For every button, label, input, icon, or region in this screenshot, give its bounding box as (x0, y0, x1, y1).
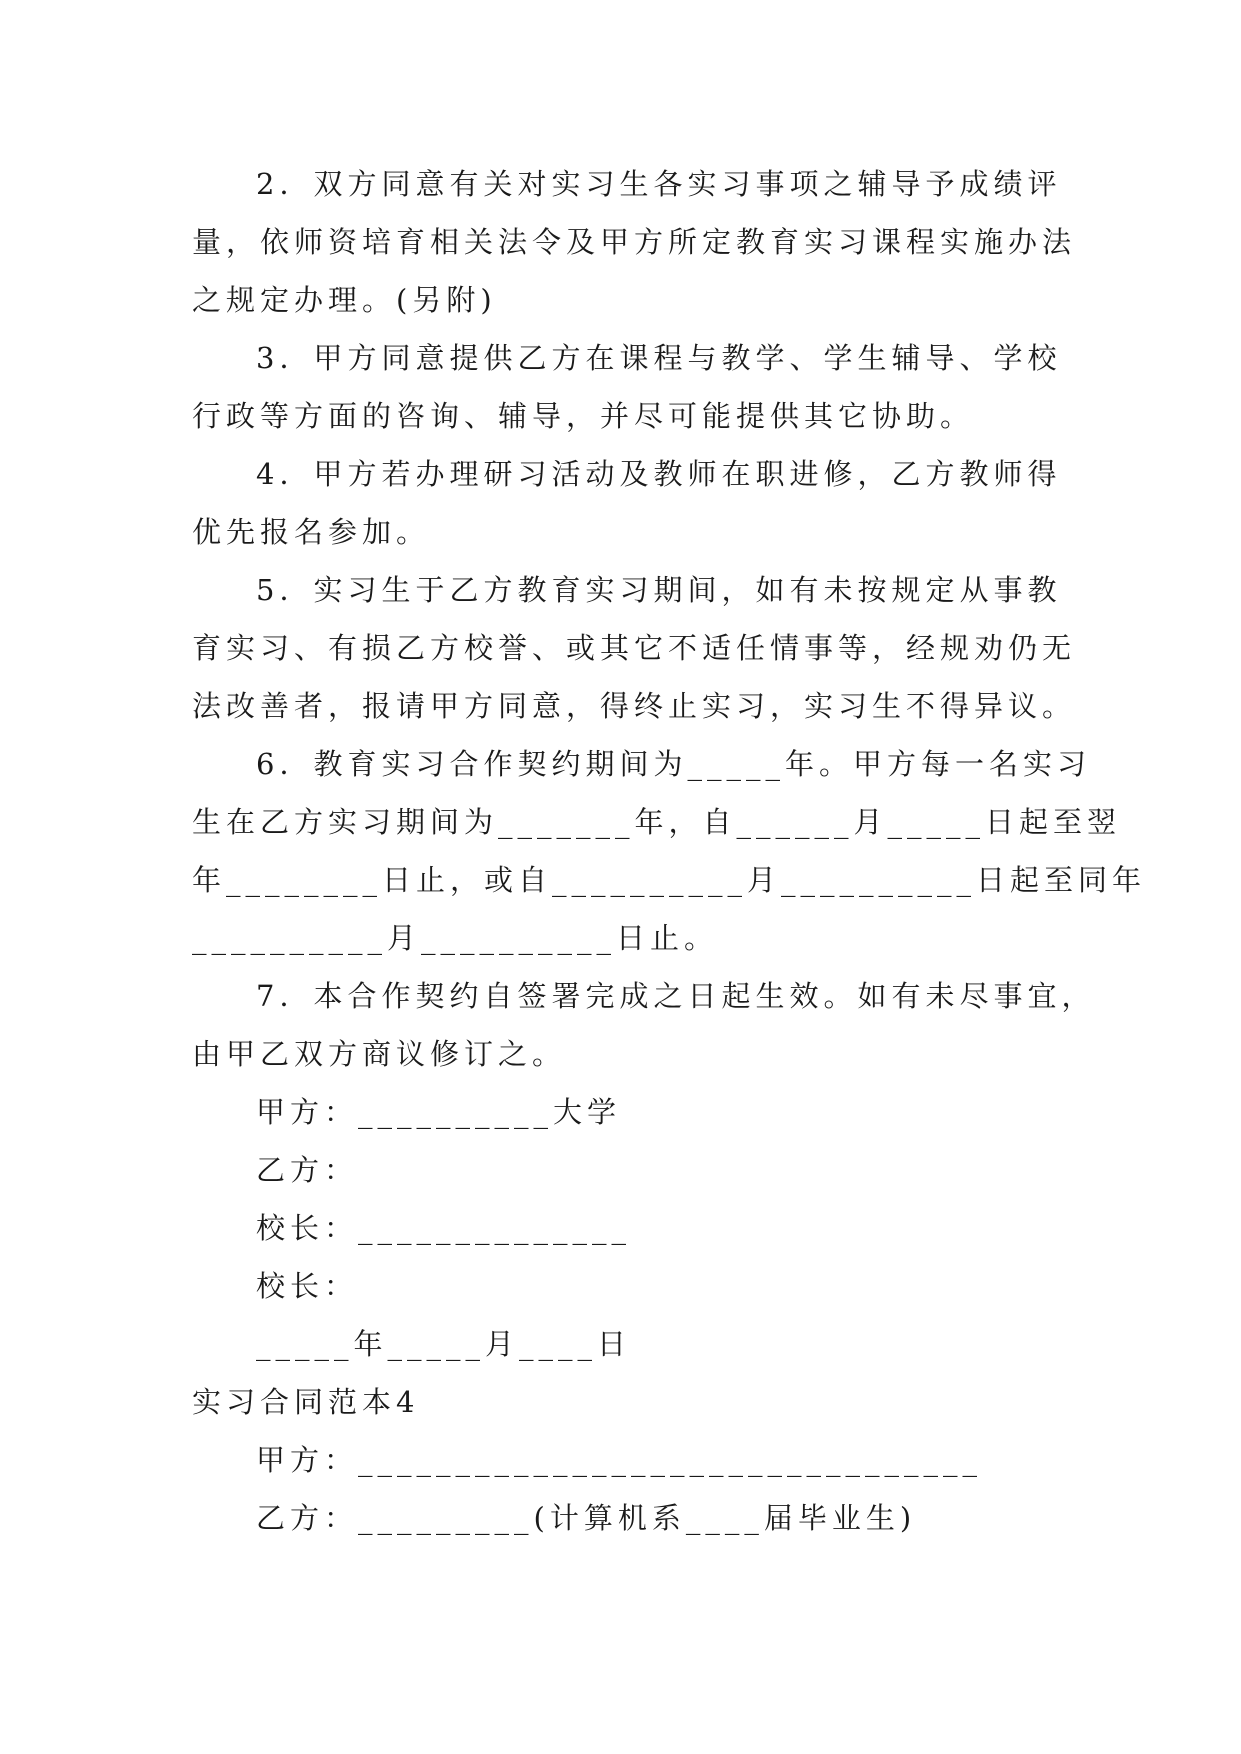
clause-4-line-1: 4．甲方若办理研习活动及教师在职进修，乙方教师得 (256, 457, 1062, 491)
template4-party-b: 乙方：_________(计算机系____届毕业生) (256, 1501, 917, 1535)
clause-7-line-2: 由甲乙双方商议修订之。 (192, 1037, 567, 1071)
clause-6-line-4: __________月__________日止。 (192, 921, 719, 955)
signature-date: _____年_____月____日 (256, 1327, 632, 1361)
clause-6-line-1: 6．教育实习合作契约期间为_____年。甲方每一名实习 (256, 747, 1091, 781)
party-a-signature: 甲方：__________大学 (256, 1095, 622, 1129)
clause-5-line-1: 5．实习生于乙方教育实习期间，如有未按规定从事教 (256, 573, 1062, 607)
clause-6-line-3: 年________日止，或自__________月__________日起至同年 (192, 863, 1147, 897)
party-b-signature: 乙方： (256, 1153, 359, 1187)
clause-4-line-2: 优先报名参加。 (192, 515, 431, 549)
clause-5-line-2: 育实习、有损乙方校誉、或其它不适任情事等，经规劝仍无 (192, 631, 1077, 665)
template4-party-a: 甲方：________________________________ (256, 1443, 983, 1477)
clause-2-line-3: 之规定办理。(另附) (192, 283, 497, 317)
clause-2-line-2: 量，依师资培育相关法令及甲方所定教育实习课程实施办法 (192, 225, 1077, 259)
clause-6-line-2: 生在乙方实习期间为_______年，自______月_____日起至翌 (192, 805, 1122, 839)
principal-signature-1: 校长：______________ (256, 1211, 632, 1245)
clause-5-line-3: 法改善者，报请甲方同意，得终止实习，实习生不得异议。 (192, 689, 1077, 723)
clause-7-line-1: 7．本合作契约自签署完成之日起生效。如有未尽事宜， (256, 979, 1096, 1013)
principal-signature-2: 校长： (256, 1269, 359, 1303)
clause-3-line-1: 3．甲方同意提供乙方在课程与教学、学生辅导、学校 (256, 341, 1062, 375)
clause-3-line-2: 行政等方面的咨询、辅导，并尽可能提供其它协助。 (192, 399, 975, 433)
clause-2-line-1: 2．双方同意有关对实习生各实习事项之辅导予成绩评 (256, 167, 1062, 201)
section-heading: 实习合同范本4 (192, 1385, 420, 1419)
